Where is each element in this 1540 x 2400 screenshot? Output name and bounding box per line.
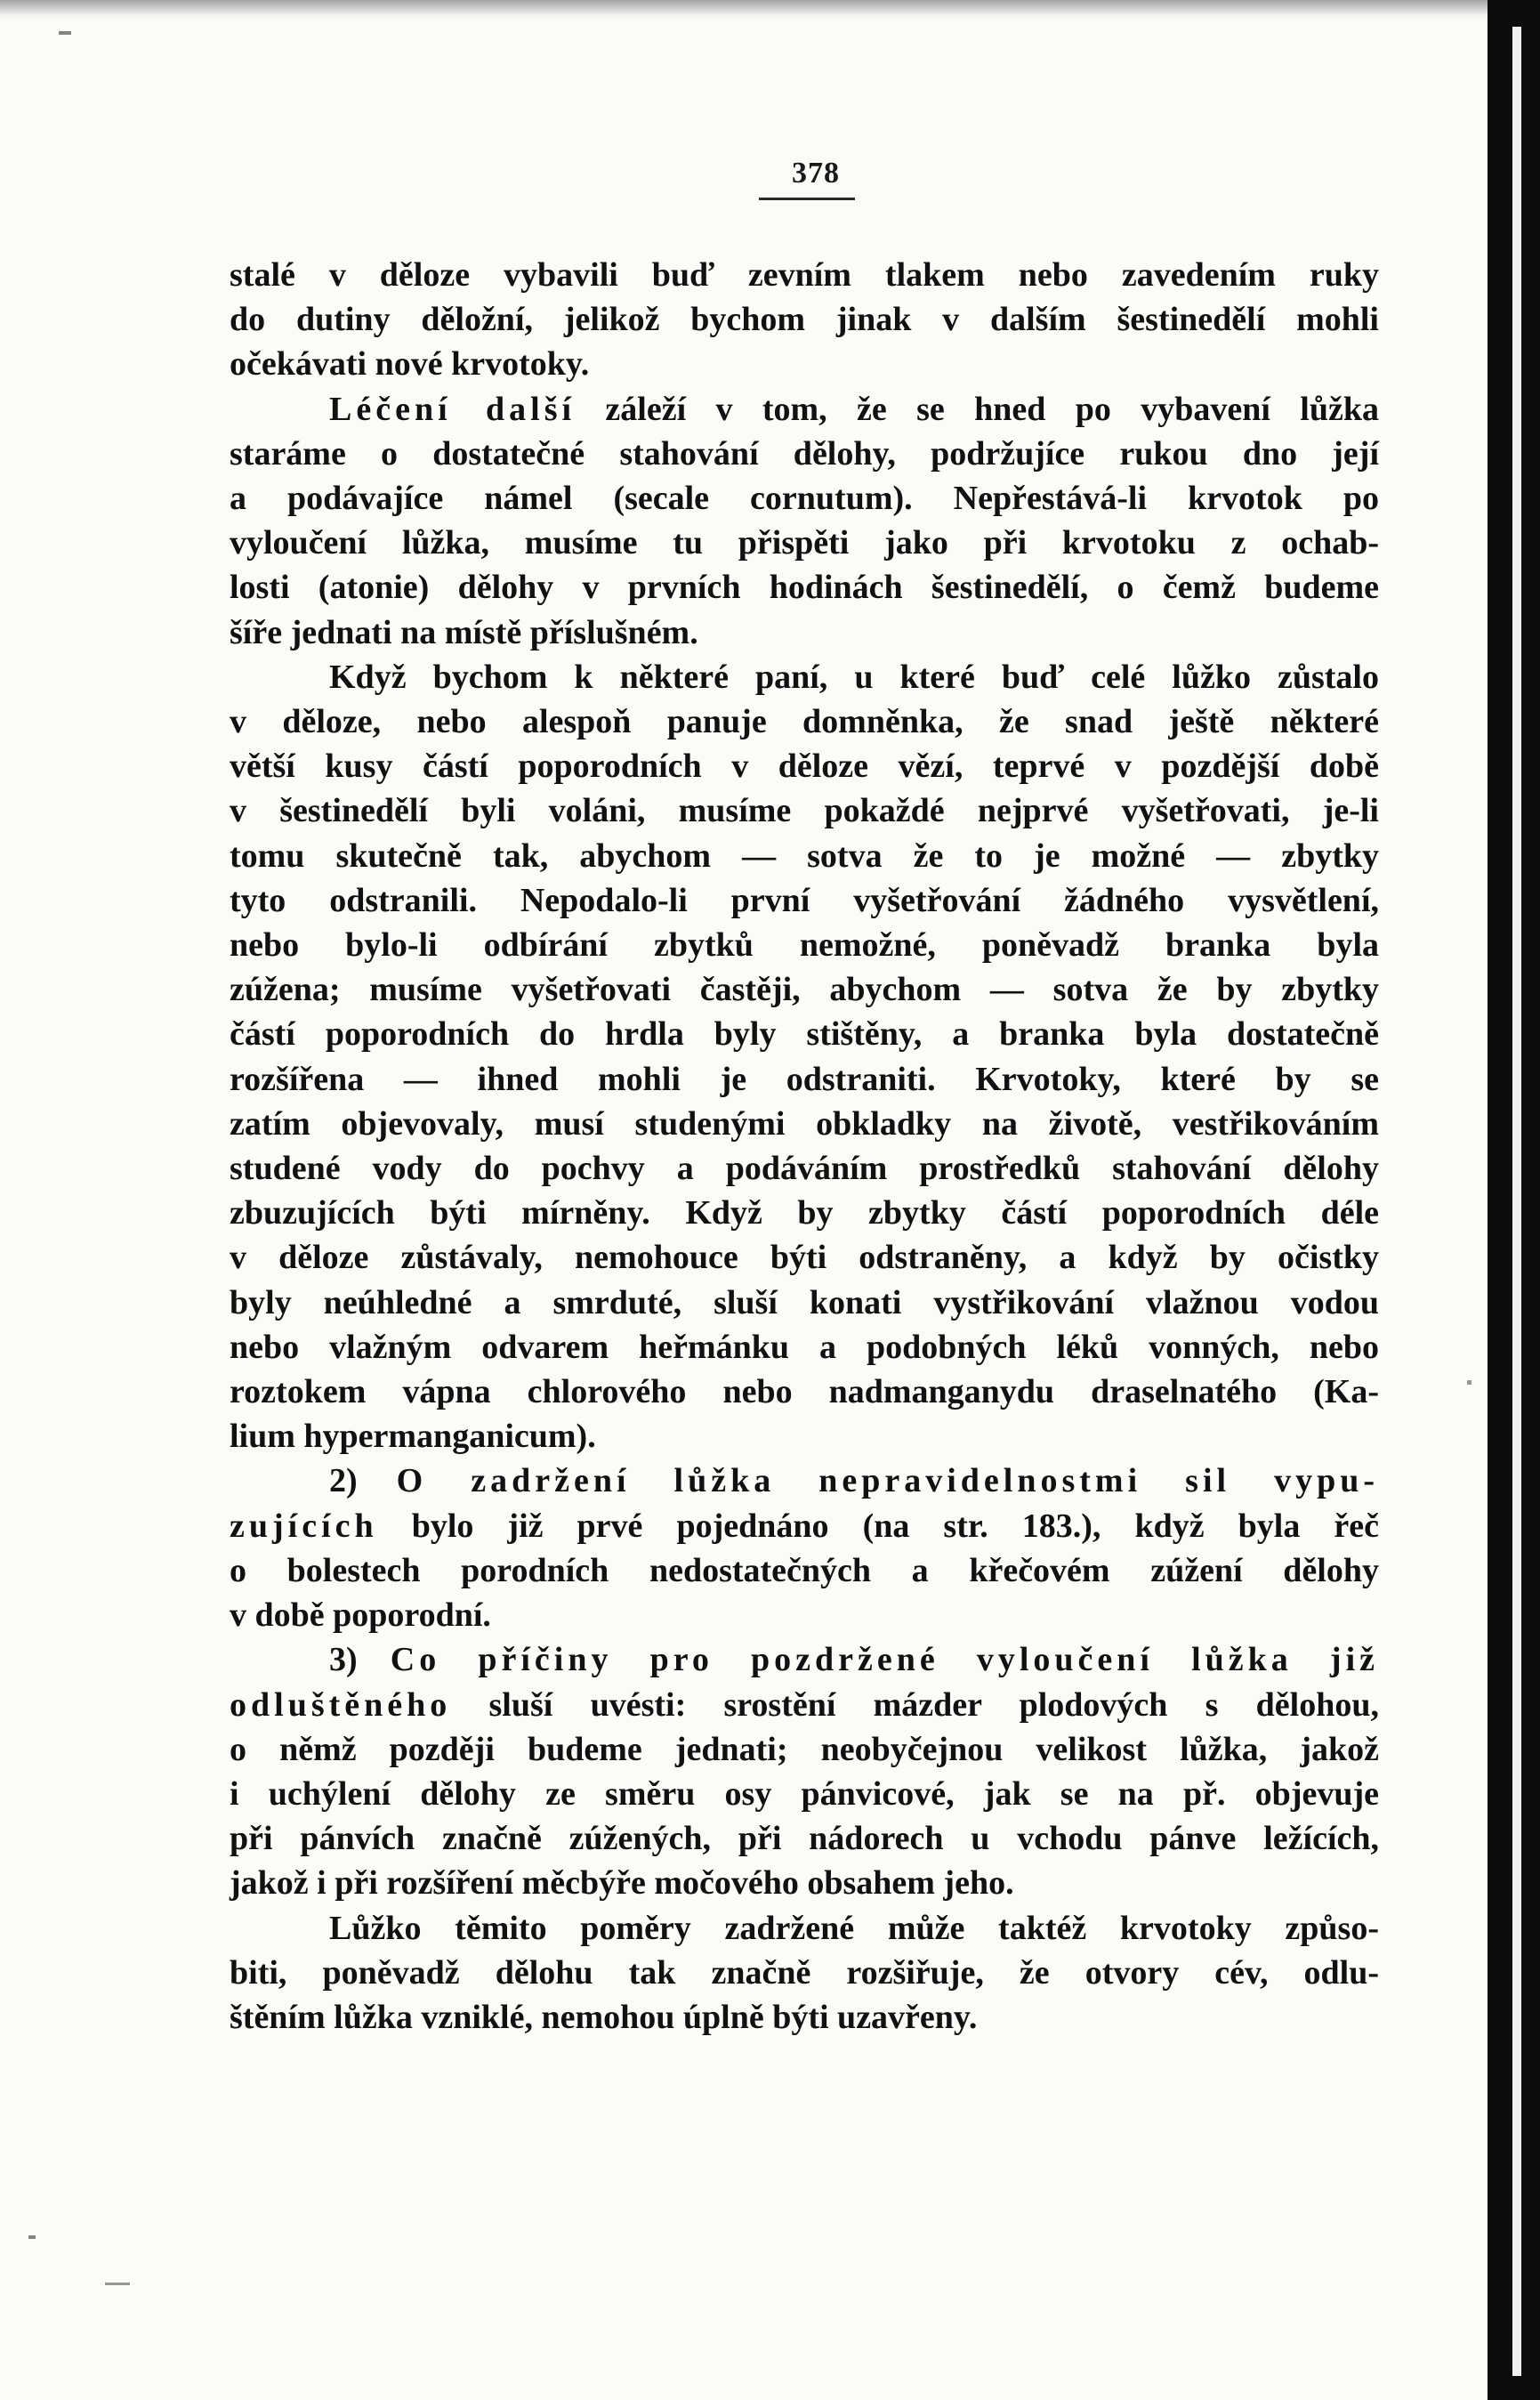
- text-line: Lůžko těmito poměry zadržené může taktéž krvotoky způso-: [329, 1909, 1379, 1947]
- page-number-rule: [759, 198, 855, 200]
- spaced-emphasis: odluštěného: [230, 1685, 452, 1724]
- text-line: zatím objevovaly, musí studenými obkladky na životě, vestřikováním: [230, 1104, 1379, 1143]
- text-line: do dutiny děložní, jelikož bychom jinak v dalším šestinedělí mohli: [230, 301, 1379, 339]
- text-line: jakož i při rozšíření měcbýře močového obsahem jeho.: [230, 1864, 1014, 1903]
- text-line: nebo vlažným odvarem heřmánku a podobných léků vonných, nebo: [230, 1328, 1379, 1366]
- text-line: [230, 1504, 1379, 1548]
- text-line: při pánvích značně zúžených, při nádorech u vchodu pánve ležících,: [230, 1820, 1379, 1858]
- text-line: zúžena; musíme vyšetřovati častěji, abychom — sotva že by zbytky: [230, 971, 1379, 1009]
- text-line: částí poporodních do hrdla byly stištěny, a branka byla dostatečně: [230, 1015, 1379, 1054]
- text-line: tomu skutečně tak, abychom — sotva že to je možné — zbytky: [230, 836, 1379, 875]
- text-line: roztokem vápna chlorového nebo nadmanganydu draselnatého (Ka-: [230, 1373, 1379, 1411]
- text-line: o bolestech porodních nedostatečných a křečovém zúžení dělohy: [230, 1551, 1379, 1589]
- text-line: Když bychom k některé paní, u které buď celé lůžko zůstalo: [329, 658, 1379, 696]
- text-run: sluší uvésti: srostění mázder plodových s dělohou,: [451, 1685, 1379, 1724]
- text-line: štěním lůžka vzniklé, nemohou úplně býti uzavřeny.: [230, 1998, 978, 2036]
- scan-speck: [28, 2235, 36, 2239]
- scan-speck: [105, 2283, 130, 2285]
- text-line: v šestinedělí byli voláni, musíme pokaždé nejprvé vyšetřovati, je-li: [230, 792, 1379, 830]
- text-line: lium hypermanganicum).: [230, 1418, 596, 1456]
- text-line: očekávati nové krvotoky.: [230, 345, 590, 384]
- text-line: vyloučení lůžka, musíme tu přispěti jako při krvotoku z ochab-: [230, 524, 1379, 562]
- text-line: biti, poněvadž dělohu tak značně rozšiřuje, že otvory cév, odlu-: [230, 1953, 1379, 1992]
- text-line: [230, 1459, 1379, 1503]
- section-number: 2): [329, 1462, 397, 1500]
- spaced-emphasis: Co příčiny pro pozdržené vyloučení lůžka již: [390, 1641, 1379, 1679]
- text-run: záleží v tom, že se hned po vybavení lůžka: [576, 390, 1379, 428]
- scan-top-edge: [0, 0, 1488, 21]
- text-line: rozšířena — ihned mohli je odstraniti. Krvotoky, které by se: [230, 1060, 1379, 1098]
- body-text: [230, 253, 1379, 2040]
- text-line: v děloze, nebo alespoň panuje domněnka, že snad ještě některé: [230, 703, 1379, 741]
- text-line: stalé v děloze vybavili buď zevním tlakem nebo zavedením ruky: [230, 256, 1379, 294]
- text-line: šíře jednati na místě příslušném.: [230, 613, 698, 651]
- spaced-emphasis: Léčení další: [329, 390, 576, 428]
- text-line: [230, 1683, 1379, 1727]
- next-page-edge: [1512, 27, 1521, 2376]
- text-line: byly neúhledné a smrduté, sluší konati vystřikování vlažnou vodou: [230, 1283, 1379, 1321]
- text-line: v době poporodní.: [230, 1596, 491, 1635]
- text-line: v děloze zůstávaly, nemohouce býti odstraněny, a když by očistky: [230, 1239, 1379, 1277]
- spaced-emphasis: O zadržení lůžka nepravidelnostmi sil vypu-: [396, 1462, 1379, 1500]
- text-line: studené vody do pochvy a podáváním prostředků stahování dělohy: [230, 1150, 1379, 1188]
- text-line: staráme o dostatečné stahování dělohy, podržujíce rukou dno její: [230, 434, 1379, 473]
- scan-speck: [59, 31, 71, 35]
- scan-speck: [1467, 1380, 1471, 1385]
- text-line: zbuzujících býti mírněny. Když by zbytky částí poporodních déle: [230, 1194, 1379, 1232]
- text-line: o němž později budeme jednati; neobyčejnou velikost lůžka, jakož: [230, 1730, 1379, 1768]
- text-line: větší kusy částí poporodních v děloze vězí, teprvé v pozdější době: [230, 747, 1379, 786]
- text-line: a podávajíce námel (secale cornutum). Nepřestává-li krvotok po: [230, 480, 1379, 518]
- text-line: i uchýlení dělohy ze směru osy pánvicové, jak se na př. objevuje: [230, 1774, 1379, 1813]
- text-line: [230, 387, 1379, 432]
- page-number: 378: [792, 157, 840, 190]
- text-line: losti (atonie) dělohy v prvních hodinách šestinedělí, o čemž budeme: [230, 569, 1379, 607]
- text-line: [230, 1637, 1379, 1682]
- spaced-emphasis: zujících: [230, 1507, 378, 1545]
- text-line: tyto odstranili. Nepodalo-li první vyšetřování žádného vysvětlení,: [230, 881, 1379, 919]
- section-number: 3): [329, 1641, 391, 1679]
- text-line: nebo bylo-li odbírání zbytků nemožné, poněvadž branka byla: [230, 926, 1379, 965]
- text-run: bylo již prvé pojednáno (na str. 183.), když byla řeč: [377, 1507, 1379, 1545]
